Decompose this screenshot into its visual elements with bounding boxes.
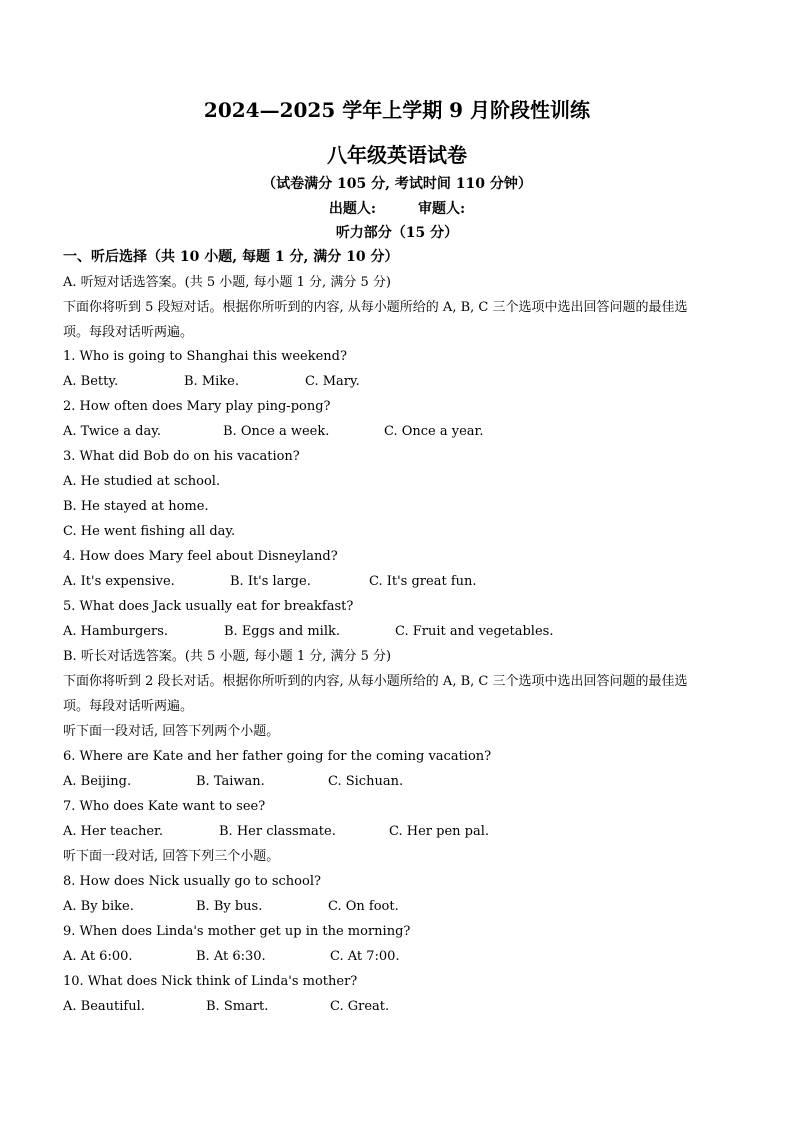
exam-subtitle: 八年级英语试卷 (327, 143, 467, 167)
question-4: 4. How does Mary feel about Disneyland? (63, 549, 338, 564)
sectionB-instruction: 下面你将听到 2 段长对话。根据你所听到的内容, 从每小题所给的 A, B, C 三个选项中选出回答问题的最佳选 (63, 674, 688, 689)
q5-option-b: B. Eggs and milk. (224, 624, 340, 639)
q4-option-b: B. It's large. (230, 574, 311, 589)
q8-option-a: A. By bike. (63, 899, 134, 914)
q10-option-a: A. Beautiful. (63, 999, 145, 1014)
dialog1-note: 听下面一段对话, 回答下列两个小题。 (63, 724, 280, 739)
sectionA-instruction: 下面你将听到 5 段短对话。根据你所听到的内容, 从每小题所给的 A, B, C 三个选项中选出回答问题的最佳选 (63, 300, 688, 315)
q2-option-c: C. Once a year. (384, 424, 484, 439)
q8-option-b: B. By bus. (196, 899, 263, 914)
q6-option-c: C. Sichuan. (328, 774, 404, 789)
reviewer-label: 审题人: (418, 201, 466, 217)
q7-option-c: C. Her pen pal. (389, 824, 490, 839)
question-1: 1. Who is going to Shanghai this weekend? (63, 349, 347, 364)
q3-option-b: B. He stayed at home. (63, 499, 209, 514)
q1-option-a: A. Betty. (63, 374, 119, 389)
question-7: 7. Who does Kate want to see? (63, 799, 266, 814)
q5-option-a: A. Hamburgers. (63, 624, 169, 639)
question-10: 10. What does Nick think of Linda's mother? (63, 974, 358, 989)
question-3: 3. What did Bob do on his vacation? (63, 449, 300, 464)
q6-option-b: B. Taiwan. (196, 774, 265, 789)
q9-option-b: B. At 6:30. (196, 949, 266, 964)
sectionA-instruction-cont: 项。每段对话听两遍。 (63, 325, 194, 340)
exam-authors (0, 198, 794, 218)
question-8: 8. How does Nick usually go to school? (63, 874, 321, 889)
question-5: 5. What does Jack usually eat for breakfast? (63, 599, 354, 614)
setter-label: 出题人: (328, 201, 376, 217)
q6-option-a: A. Beijing. (63, 774, 132, 789)
q4-option-c: C. It's great fun. (369, 574, 477, 589)
exam-note: （试卷满分 105 分, 考试时间 110 分钟） (262, 176, 532, 192)
q3-option-c: C. He went fishing all day. (63, 524, 236, 539)
q5-option-c: C. Fruit and vegetables. (395, 624, 554, 639)
q3-option-a: A. He studied at school. (63, 474, 221, 489)
question-6: 6. Where are Kate and her father going for the coming vacation? (63, 749, 492, 764)
exam-title: 2024—2025 学年上学期 9 月阶段性训练 (203, 98, 591, 122)
listening-section-title: 听力部分（15 分） (335, 225, 459, 241)
question-2: 2. How often does Mary play ping-pong? (63, 399, 331, 414)
q7-option-b: B. Her classmate. (219, 824, 336, 839)
q1-option-b: B. Mike. (184, 374, 239, 389)
q9-option-a: A. At 6:00. (63, 949, 133, 964)
sectionB-instruction-cont: 项。每段对话听两遍。 (63, 699, 194, 714)
q1-option-c: C. Mary. (305, 374, 360, 389)
q10-option-b: B. Smart. (206, 999, 269, 1014)
dialog2-note: 听下面一段对话, 回答下列三个小题。 (63, 849, 280, 864)
q2-option-a: A. Twice a day. (63, 424, 161, 439)
q7-option-a: A. Her teacher. (63, 824, 163, 839)
q4-option-a: A. It's expensive. (63, 574, 175, 589)
q2-option-b: B. Once a week. (223, 424, 330, 439)
q8-option-c: C. On foot. (328, 899, 399, 914)
question-9: 9. When does Linda's mother get up in the morning? (63, 924, 411, 939)
sectionB-heading: B. 听长对话选答案。(共 5 小题, 每小题 1 分, 满分 5 分) (63, 649, 392, 664)
q9-option-c: C. At 7:00. (330, 949, 400, 964)
sectionA-heading: A. 听短对话选答案。(共 5 小题, 每小题 1 分, 满分 5 分) (63, 275, 391, 290)
part1-heading: 一、听后选择（共 10 小题, 每题 1 分, 满分 10 分） (63, 249, 399, 265)
q10-option-c: C. Great. (330, 999, 390, 1014)
